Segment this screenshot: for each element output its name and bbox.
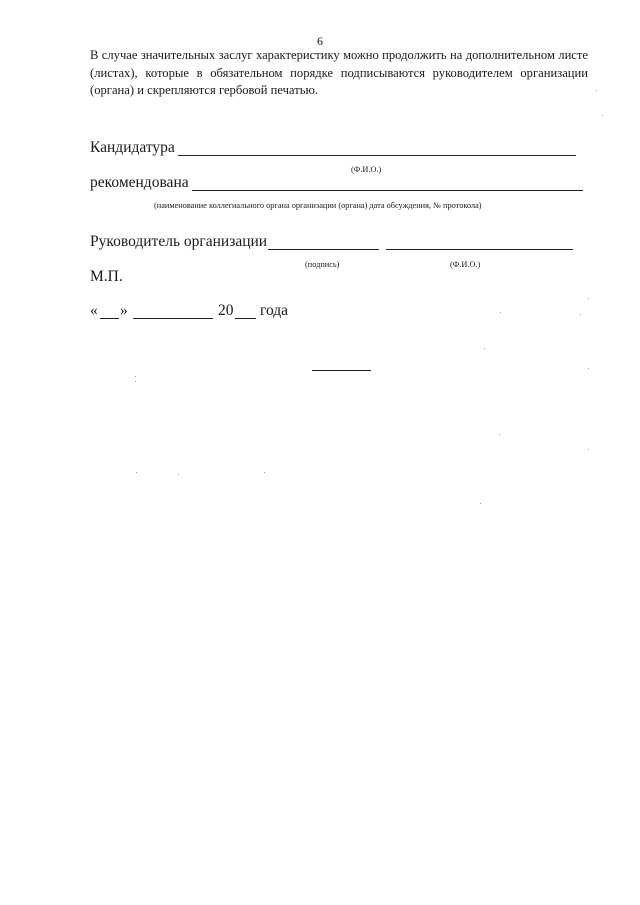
scan-speck — [588, 298, 589, 299]
date-day-line[interactable] — [100, 318, 119, 319]
scan-speck — [135, 381, 136, 382]
signature-caption: (подпись) — [305, 260, 340, 269]
scan-speck — [596, 90, 597, 91]
scan-speck — [602, 115, 603, 116]
date-year-line[interactable] — [235, 318, 256, 319]
scan-speck — [588, 449, 589, 450]
head-label: Руководитель организации — [90, 233, 268, 250]
candidacy-caption: (Ф.И.О.) — [351, 165, 382, 174]
head-signature-line[interactable] — [268, 249, 379, 250]
scan-speck — [484, 348, 485, 349]
scan-speck — [136, 472, 137, 473]
recommended-label: рекомендована — [90, 174, 189, 191]
intro-paragraph: В случае значительных заслуг характеристику можно продолжить на дополнительном листе (листах), которые в обязательном порядке подписываются руководителем организации (органа) и скрепляются гербовой печатью. — [90, 48, 588, 97]
date-close-quote: » — [120, 302, 128, 319]
recommended-caption: (наименование коллегиального органа организации (органа) дата обсуждения, № протокола) — [154, 201, 482, 210]
end-separator — [312, 370, 371, 371]
date-year-suffix: года — [260, 302, 289, 319]
head-name-line[interactable] — [386, 249, 573, 250]
scan-speck — [580, 314, 581, 315]
candidacy-name-line[interactable] — [178, 155, 576, 156]
head-name-caption: (Ф.И.О.) — [450, 260, 481, 269]
page-number: 6 — [317, 34, 323, 48]
date-month-line[interactable] — [133, 318, 213, 319]
candidacy-label: Кандидатура — [90, 139, 175, 156]
scan-speck — [264, 472, 265, 473]
scan-speck — [499, 434, 500, 435]
scan-speck — [588, 368, 589, 369]
scan-speck — [178, 474, 179, 475]
scan-speck — [135, 376, 136, 377]
date-open-quote: « — [90, 302, 98, 319]
scan-speck — [480, 503, 481, 504]
stamp-place-label: М.П. — [90, 268, 123, 285]
scan-speck — [500, 312, 501, 313]
date-year-prefix: 20 — [218, 302, 234, 319]
recommended-body-line[interactable] — [192, 190, 583, 191]
